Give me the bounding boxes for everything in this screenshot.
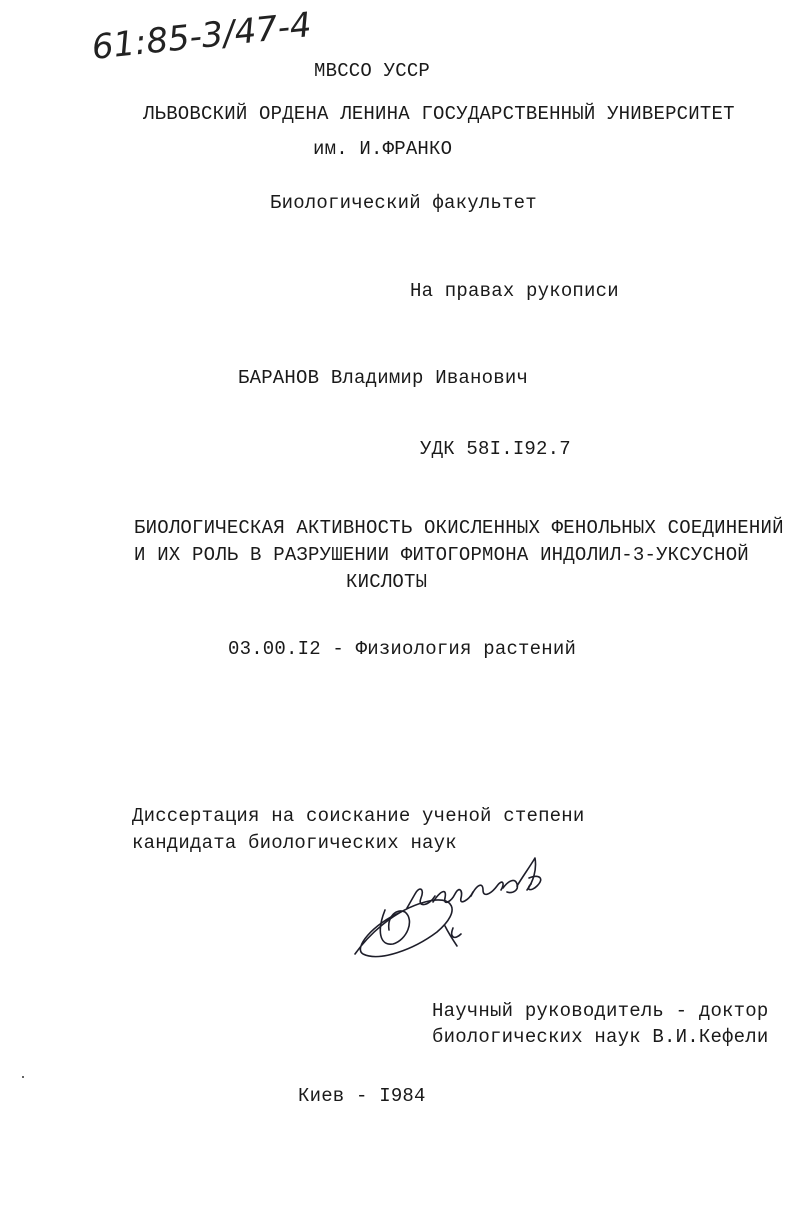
manuscript-note: На правах рукописи: [410, 280, 619, 302]
supervisor-line-1: Научный руководитель - доктор: [432, 1000, 769, 1022]
place-year: Киев - I984: [298, 1085, 426, 1107]
university-name: им. И.ФРАНКО: [313, 138, 453, 160]
ministry: МВССО УССР: [314, 60, 431, 82]
archive-code: 61:85-3/47-4: [89, 5, 314, 68]
degree-line-1: Диссертация на соискание ученой степени: [132, 805, 585, 827]
supervisor-line-2: биологических наук В.И.Кефели: [432, 1026, 769, 1048]
university-title: ЛЬВОВСКИЙ ОРДЕНА ЛЕНИНА ГОСУДАРСТВЕННЫЙ УНИВЕРСИТЕТ: [143, 103, 735, 125]
dissertation-title-line-2: И ИХ РОЛЬ В РАЗРУШЕНИИ ФИТОГОРМОНА ИНДОЛИЛ-3-УКСУСНОЙ: [134, 544, 749, 566]
dissertation-title-line-3: КИСЛОТЫ: [346, 571, 428, 593]
udk-code: УДК 58I.I92.7: [420, 438, 571, 460]
author-signature: [345, 850, 555, 970]
scan-speck: [22, 1076, 24, 1078]
author-name: БАРАНОВ Владимир Иванович: [238, 367, 529, 389]
faculty: Биологический факультет: [270, 192, 537, 214]
degree-line-2: кандидата биологических наук: [132, 832, 457, 854]
specialty: 03.00.I2 - Физиология растений: [228, 638, 577, 660]
dissertation-title-line-1: БИОЛОГИЧЕСКАЯ АКТИВНОСТЬ ОКИСЛЕННЫХ ФЕНОЛЬНЫХ СОЕДИНЕНИЙ: [134, 517, 784, 539]
